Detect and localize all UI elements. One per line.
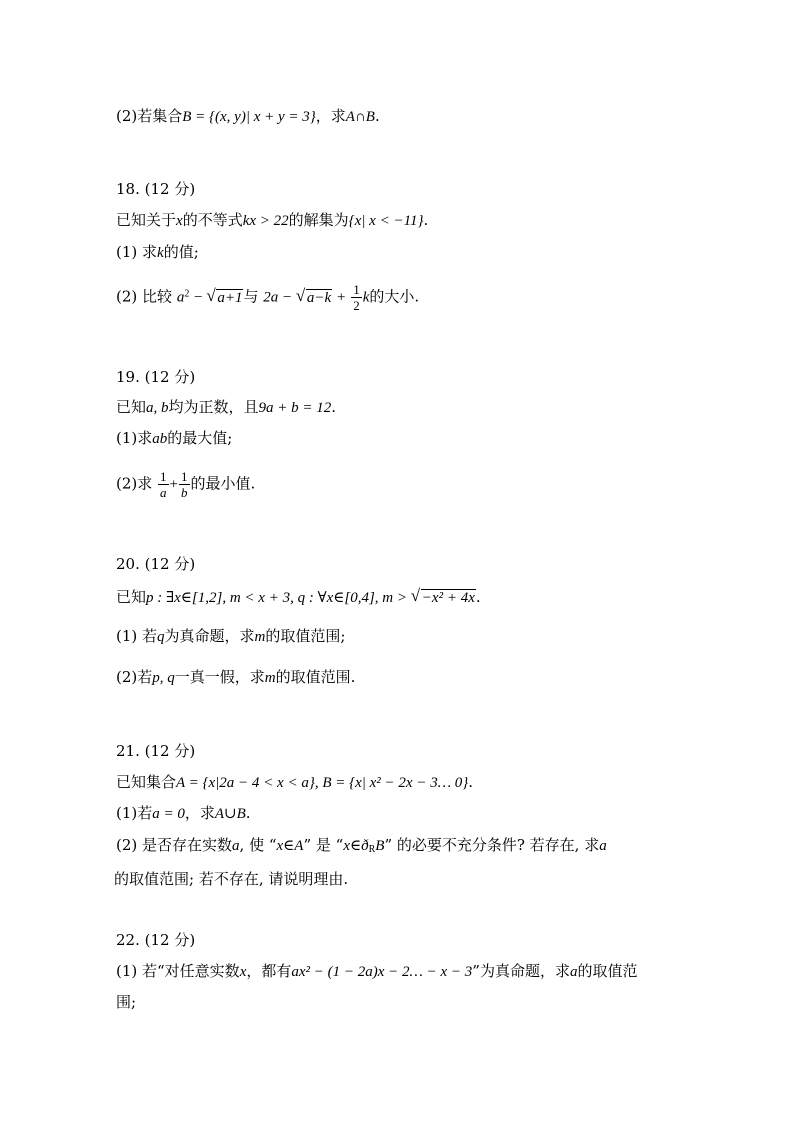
q21-part2-line1: (2) 是否存在实数a, 使 “x∈A” 是 “$x\in ð_RB$” 的必要不充分条件? 若存在, 求a: [116, 836, 607, 855]
q22-part1-line1: (1) 若“对任意实数x，都有ax² − (1 − 2a)x − 2… − x − 3”为真命题，求a的取值范: [116, 962, 638, 980]
q19-header: 19. (12 分): [116, 368, 196, 386]
q18-part2: (2) 比较 $a^2$ − √ a+1与 2a − √ a−k + $\frac{1}{2}$ k的大小.: [116, 282, 419, 313]
q19-part2: (2)求 $\frac{1}{a}$ + $\frac{1}{b}$ 的最小值.: [116, 469, 256, 500]
q21-part1: (1)若a = 0，求A∪B.: [116, 804, 251, 822]
q19-part1: (1)求ab的最大值;: [116, 429, 233, 447]
q20-header: 20. (12 分): [116, 555, 196, 573]
q18-stem: 已知关于x的不等式kx > 22的解集为{x| x < −11}.: [116, 211, 429, 229]
fraction-one-over-a: $\frac{1}{a}$: [160, 469, 167, 500]
q18-part1: (1) 求k的值;: [116, 243, 199, 261]
q22-part1-line2: 围;: [116, 993, 137, 1011]
sqrt-neg-x2-plus-4x: √ −x² + 4x: [412, 587, 476, 609]
q21-stem: 已知集合A = {x|2a − 4 < x < a}, B = {x| x² − 2x − 3… 0}.: [116, 773, 474, 791]
q20-part2: (2)若p, q一真一假，求m的取值范围.: [116, 668, 356, 686]
sqrt-a-plus-1: √ a+1: [207, 287, 243, 309]
q21-header: 21. (12 分): [116, 742, 196, 760]
q22-header: 22. (12 分): [116, 931, 196, 949]
sqrt-a-minus-k: √ a−k: [297, 287, 332, 309]
fraction-one-over-b: $\frac{1}{b}$: [181, 469, 188, 500]
q18-header: 18. (12 分): [116, 180, 196, 198]
q21-part2-line2: 的取值范围; 若不存在, 请说明理由.: [114, 870, 349, 888]
q20-stem: 已知p : ∃x∈[1,2], m < x + 3, q : ∀x∈[0,4], m > √ −x² + 4x.: [116, 586, 481, 609]
fraction-one-half: $\frac{1}{2}$: [353, 282, 360, 313]
q20-part1: (1) 若q为真命题，求m的取值范围;: [116, 627, 346, 645]
q19-stem: 已知a, b均为正数，且9a + b = 12.: [116, 398, 337, 416]
q17-part2: (2)若集合B = {(x, y)| x + y = 3}，求A∩B.: [116, 107, 380, 125]
